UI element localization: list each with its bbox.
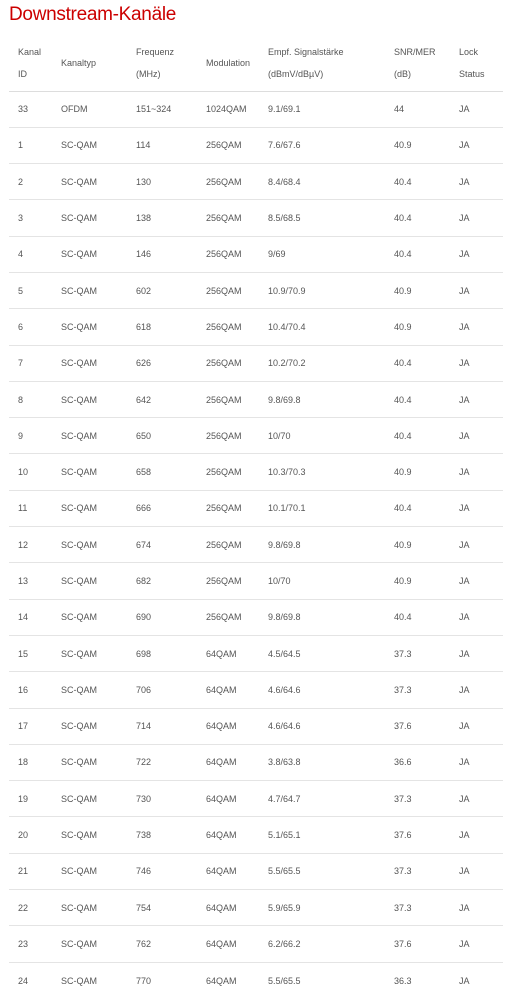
cell-kanaltyp: OFDM [61,104,88,115]
cell-signalstaerke: 5.9/65.9 [268,902,301,913]
cell-snr-mer: 36.6 [394,757,412,768]
table-row [9,926,503,962]
table-row [9,708,503,744]
cell-modulation: 256QAM [206,249,242,260]
cell-kanal-id: 12 [18,539,29,550]
cell-kanaltyp: SC-QAM [61,176,97,187]
column-header-signalstaerke [259,36,385,91]
cell-frequenz: 602 [136,285,152,296]
cell-modulation: 256QAM [206,176,242,187]
cell-signalstaerke: 10.4/70.4 [268,321,306,332]
cell-signalstaerke: 9.8/69.8 [268,612,301,623]
cell-frequenz: 730 [136,793,152,804]
cell-lock-status: JA [459,358,470,369]
cell-lock-status: JA [459,104,470,115]
cell-lock-status: JA [459,866,470,877]
downstream-channel-table [9,36,503,998]
cell-modulation: 64QAM [206,866,237,877]
cell-lock-status: JA [459,975,470,986]
cell-kanaltyp: SC-QAM [61,684,97,695]
cell-modulation: 256QAM [206,394,242,405]
cell-modulation: 64QAM [206,721,237,732]
cell-snr-mer: 37.3 [394,648,412,659]
cell-snr-mer: 40.9 [394,321,412,332]
column-header-modulation [197,36,259,91]
cell-snr-mer: 40.9 [394,576,412,586]
cell-kanal-id: 20 [18,830,29,841]
cell-signalstaerke: 5.1/65.1 [268,830,301,841]
cell-signalstaerke: 10.2/70.2 [268,358,306,369]
cell-signalstaerke: 10.9/70.9 [268,285,306,296]
cell-signalstaerke: 8.4/68.4 [268,176,301,187]
cell-frequenz: 674 [136,539,152,550]
table-row [9,817,503,853]
cell-kanaltyp: SC-QAM [61,213,97,224]
cell-signalstaerke: 5.5/65.5 [268,975,301,986]
cell-frequenz: 138 [136,213,152,224]
table-row [9,236,503,272]
cell-frequenz: 618 [136,321,152,332]
table-row [9,345,503,381]
column-header-line2: ID [18,69,27,80]
column-header-line1: Kanal [18,47,42,58]
cell-lock-status: JA [459,285,470,296]
cell-kanaltyp: SC-QAM [61,866,97,877]
table-row [9,744,503,780]
cell-lock-status: JA [459,394,470,405]
cell-snr-mer: 40.4 [394,430,412,441]
column-header-line2: (MHz) [136,69,161,80]
cell-signalstaerke: 9/69 [268,249,286,260]
cell-signalstaerke: 8.5/68.5 [268,213,301,224]
table-row [9,200,503,236]
column-header-line1: SNR/MER [394,47,436,58]
cell-frequenz: 146 [136,249,152,260]
column-header-frequenz [127,36,197,91]
cell-lock-status: JA [459,539,470,550]
cell-kanal-id: 23 [18,938,29,949]
cell-kanaltyp: SC-QAM [61,358,97,369]
cell-frequenz: 666 [136,503,152,514]
cell-lock-status: JA [459,612,470,623]
cell-lock-status: JA [459,757,470,768]
header-row [9,36,503,91]
cell-kanal-id: 13 [18,576,29,586]
cell-snr-mer: 40.9 [394,285,412,296]
cell-kanaltyp: SC-QAM [61,648,97,659]
cell-kanal-id: 9 [18,430,24,441]
cell-modulation: 64QAM [206,975,237,986]
cell-signalstaerke: 9.8/69.8 [268,394,301,405]
cell-kanal-id: 4 [18,249,24,260]
cell-lock-status: JA [459,721,470,732]
table-body [9,91,503,998]
cell-frequenz: 770 [136,975,152,986]
cell-frequenz: 626 [136,358,152,369]
cell-snr-mer: 37.3 [394,684,412,695]
cell-modulation: 256QAM [206,612,242,623]
cell-kanal-id: 1 [18,140,24,151]
cell-kanal-id: 8 [18,394,24,405]
cell-kanaltyp: SC-QAM [61,576,97,586]
cell-signalstaerke: 9.1/69.1 [268,104,301,115]
cell-snr-mer: 40.4 [394,249,412,260]
page-title: Downstream-Kanäle [9,4,177,25]
table-row [9,418,503,454]
cell-kanaltyp: SC-QAM [61,249,97,260]
cell-lock-status: JA [459,140,470,151]
cell-modulation: 256QAM [206,539,242,550]
cell-kanaltyp: SC-QAM [61,321,97,332]
cell-kanal-id: 18 [18,757,29,768]
cell-lock-status: JA [459,430,470,441]
cell-kanaltyp: SC-QAM [61,612,97,623]
column-header-lock-status [450,36,503,91]
cell-modulation: 256QAM [206,467,242,478]
cell-kanal-id: 16 [18,684,29,695]
cell-kanaltyp: SC-QAM [61,140,97,151]
cell-kanal-id: 33 [18,104,29,115]
table-row [9,127,503,163]
cell-frequenz: 114 [136,140,151,151]
cell-lock-status: JA [459,793,470,804]
cell-signalstaerke: 9.8/69.8 [268,539,301,550]
cell-frequenz: 746 [136,866,152,877]
cell-frequenz: 650 [136,430,152,441]
cell-lock-status: JA [459,503,470,514]
cell-frequenz: 658 [136,467,152,478]
cell-kanaltyp: SC-QAM [61,793,97,804]
cell-kanaltyp: SC-QAM [61,503,97,514]
cell-modulation: 64QAM [206,757,237,768]
cell-kanal-id: 17 [18,721,29,732]
cell-lock-status: JA [459,902,470,913]
table-row [9,454,503,490]
table-header [9,36,503,91]
table-row [9,635,503,671]
cell-snr-mer: 37.6 [394,938,412,949]
cell-signalstaerke: 4.6/64.6 [268,721,301,732]
cell-kanal-id: 15 [18,648,29,659]
table-row [9,781,503,817]
cell-snr-mer: 40.4 [394,176,412,187]
cell-modulation: 1024QAM [206,104,247,115]
table-row [9,672,503,708]
cell-kanal-id: 24 [18,975,29,986]
cell-kanal-id: 21 [18,866,29,877]
cell-kanaltyp: SC-QAM [61,902,97,913]
cell-signalstaerke: 4.7/64.7 [268,793,301,804]
column-header-kanaltyp [52,36,127,91]
cell-lock-status: JA [459,938,470,949]
cell-snr-mer: 37.3 [394,866,412,877]
column-header-line1: Kanaltyp [61,58,97,69]
cell-modulation: 64QAM [206,648,237,659]
table-row [9,490,503,526]
cell-modulation: 256QAM [206,430,242,441]
cell-kanaltyp: SC-QAM [61,430,97,441]
cell-kanal-id: 2 [18,176,24,187]
cell-modulation: 256QAM [206,321,242,332]
cell-lock-status: JA [459,249,470,260]
cell-signalstaerke: 10.1/70.1 [268,503,306,514]
cell-signalstaerke: 3.8/63.8 [268,757,301,768]
cell-snr-mer: 36.3 [394,975,412,986]
cell-snr-mer: 40.4 [394,503,412,514]
cell-modulation: 256QAM [206,213,242,224]
table-row [9,563,503,599]
cell-lock-status: JA [459,648,470,659]
table-row [9,381,503,417]
column-header-line1: Modulation [206,58,251,69]
column-header-kanal-id [9,36,52,91]
cell-modulation: 256QAM [206,576,242,586]
cell-lock-status: JA [459,321,470,332]
cell-kanal-id: 11 [18,503,28,514]
cell-signalstaerke: 10.3/70.3 [268,467,306,478]
table-row [9,164,503,200]
cell-kanal-id: 5 [18,285,24,296]
cell-lock-status: JA [459,576,470,586]
cell-modulation: 256QAM [206,358,242,369]
cell-frequenz: 754 [136,902,152,913]
column-header-snr-mer [385,36,450,91]
cell-snr-mer: 37.6 [394,830,412,841]
cell-kanaltyp: SC-QAM [61,721,97,732]
cell-lock-status: JA [459,830,470,841]
cell-signalstaerke: 7.6/67.6 [268,140,301,151]
table-row [9,272,503,308]
cell-lock-status: JA [459,213,470,224]
cell-signalstaerke: 5.5/65.5 [268,866,301,877]
cell-kanal-id: 3 [18,213,24,224]
table-row [9,962,503,998]
cell-kanaltyp: SC-QAM [61,285,97,296]
cell-kanaltyp: SC-QAM [61,830,97,841]
cell-kanal-id: 19 [18,793,29,804]
cell-snr-mer: 37.3 [394,902,412,913]
cell-kanaltyp: SC-QAM [61,467,97,478]
cell-frequenz: 642 [136,394,152,405]
cell-snr-mer: 40.4 [394,612,412,623]
cell-signalstaerke: 4.5/64.5 [268,648,301,659]
cell-kanal-id: 6 [18,321,24,332]
column-header-line2: Status [459,69,485,80]
cell-signalstaerke: 10/70 [268,576,291,586]
cell-kanal-id: 22 [18,902,29,913]
cell-kanal-id: 10 [18,467,29,478]
table-row [9,599,503,635]
cell-modulation: 64QAM [206,830,237,841]
cell-modulation: 64QAM [206,902,237,913]
cell-snr-mer: 40.4 [394,394,412,405]
cell-snr-mer: 40.4 [394,213,412,224]
cell-snr-mer: 40.9 [394,140,412,151]
cell-kanaltyp: SC-QAM [61,539,97,550]
cell-signalstaerke: 4.6/64.6 [268,684,301,695]
cell-kanaltyp: SC-QAM [61,938,97,949]
cell-frequenz: 682 [136,576,152,586]
cell-lock-status: JA [459,684,470,695]
cell-modulation: 256QAM [206,503,242,514]
cell-kanaltyp: SC-QAM [61,394,97,405]
table-row [9,853,503,889]
cell-frequenz: 130 [136,176,152,187]
column-header-line2: (dBmV/dBµV) [268,69,324,80]
cell-snr-mer: 44 [394,104,405,115]
table-row [9,309,503,345]
cell-modulation: 64QAM [206,793,237,804]
column-header-line1: Frequenz [136,47,175,58]
cell-kanal-id: 14 [18,612,29,623]
cell-lock-status: JA [459,467,470,478]
cell-snr-mer: 37.3 [394,793,412,804]
cell-kanaltyp: SC-QAM [61,975,97,986]
cell-snr-mer: 40.9 [394,539,412,550]
cell-modulation: 256QAM [206,140,242,151]
cell-modulation: 256QAM [206,285,242,296]
cell-lock-status: JA [459,176,470,187]
cell-frequenz: 738 [136,830,152,841]
cell-frequenz: 151~324 [136,104,172,115]
cell-frequenz: 722 [136,757,152,768]
cell-frequenz: 690 [136,612,152,623]
cell-snr-mer: 40.4 [394,358,412,369]
column-header-line1: Empf. Signalstärke [268,47,344,58]
cell-frequenz: 706 [136,684,152,695]
cell-modulation: 64QAM [206,684,237,695]
cell-frequenz: 698 [136,648,152,659]
cell-signalstaerke: 10/70 [268,430,291,441]
table-row [9,91,503,127]
cell-kanaltyp: SC-QAM [61,757,97,768]
cell-snr-mer: 37.6 [394,721,412,732]
column-header-line2: (dB) [394,69,412,80]
table-row [9,890,503,926]
cell-signalstaerke: 6.2/66.2 [268,938,301,949]
cell-frequenz: 714 [136,721,152,732]
cell-modulation: 64QAM [206,938,237,949]
cell-snr-mer: 40.9 [394,467,412,478]
table-row [9,527,503,563]
column-header-line1: Lock [459,47,479,58]
cell-kanal-id: 7 [18,358,24,369]
cell-frequenz: 762 [136,938,152,949]
